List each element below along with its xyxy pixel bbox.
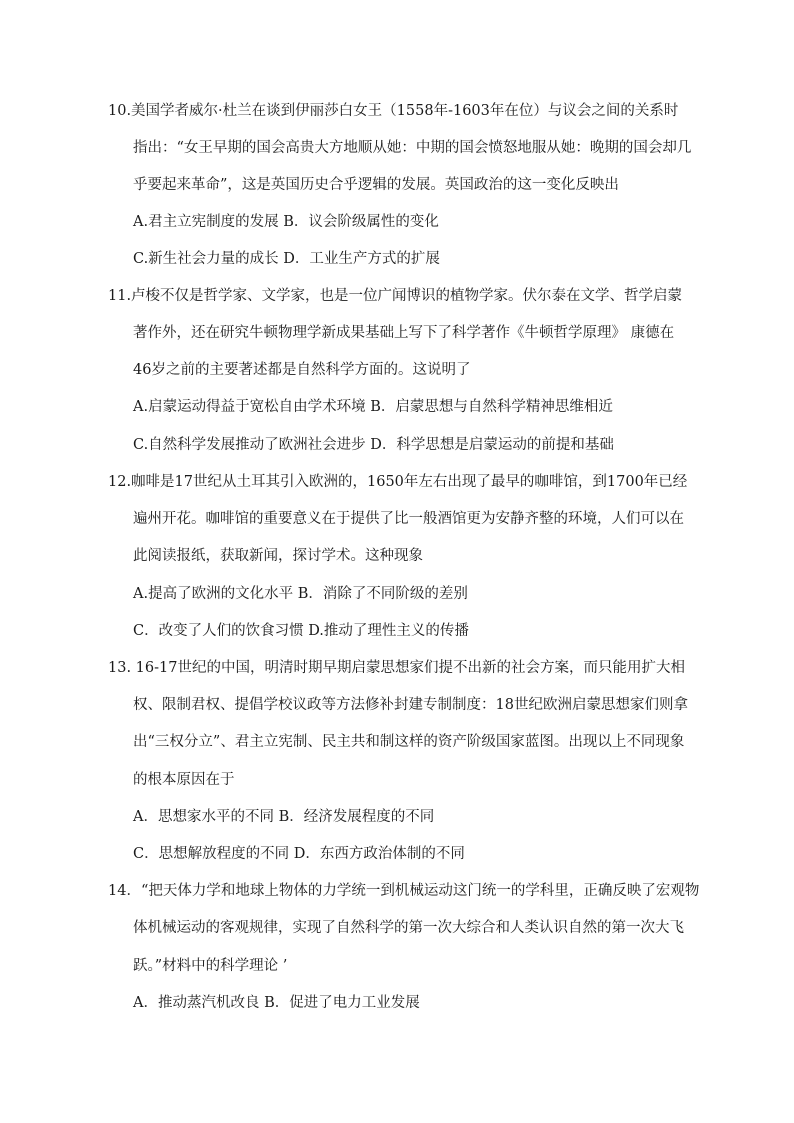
question-14-stem-line-3: 跃。”材料中的科学理论 ’ xyxy=(133,958,288,974)
question-11-options-cd: C.自然科学发展推动了欧洲社会进步 D．科学思想是启蒙运动的前提和基础 xyxy=(133,437,614,453)
question-10-options-cd: C.新生社会力量的成长 D．工业生产方式的扩展 xyxy=(133,251,440,267)
question-13-options-ab: A．思想家水平的不同 B．经济发展程度的不同 xyxy=(133,809,435,825)
question-12-options-cd: C．改变了人们的饮食习惯 D.推动了理性主义的传播 xyxy=(133,623,469,639)
question-12-stem-line-1: 12.咖啡是17世纪从土耳其引入欧洲的，1650年左右出现了最早的咖啡馆，到1700年已经 xyxy=(108,474,688,490)
question-14-options-ab: A．推动蒸汽机改良 B．促进了电力工业发展 xyxy=(133,995,420,1011)
question-11-stem-line-2: 著作外，还在研究牛顿物理学新成果基础上写下了科学著作《牛顿哲学原理》 康德在 xyxy=(133,325,675,341)
question-11-options-ab: A.启蒙运动得益于宽松自由学术环境 B．启蒙思想与自然科学精神思维相近 xyxy=(133,399,613,415)
question-13-options-cd: C．思想解放程度的不同 D．东西方政治体制的不同 xyxy=(133,846,465,862)
question-12-stem-line-3: 此阅读报纸，获取新闻，探讨学术。这种现象 xyxy=(133,548,423,564)
question-14-stem-line-2: 体机械运动的客观规律，实现了自然科学的第一次大综合和人类认识自然的第一次大飞 xyxy=(133,920,684,936)
question-10-stem-line-2: 指出：“女王早期的国会高贵大方地顺从她：中期的国会愤怒地服从她：晚期的国会却几 xyxy=(133,140,692,156)
question-13-stem-line-2: 权、限制君权、提倡学校议政等方法修补封建专制制度：18世纪欧洲启蒙思想家们则拿 xyxy=(133,697,688,713)
question-10-stem-line-3: 乎要起来革命”，这是英国历史合乎逻辑的发展。英国政治的这一变化反映出 xyxy=(133,177,619,193)
question-10-options-ab: A.君主立宪制度的发展 B．议会阶级属性的变化 xyxy=(133,214,439,230)
question-12-stem-line-2: 遍州开花。咖啡馆的重要意义在于提供了比一般酒馆更为安静齐整的环境，人们可以在 xyxy=(133,511,684,527)
question-11-stem-line-3: 46岁之前的主要著述都是自然科学方面的。这说明了 xyxy=(133,362,471,378)
question-11-stem-line-1: 11.卢梭不仅是哲学家、文学家，也是一位广闻博识的植物学家。伏尔泰在文学、哲学启蒙 xyxy=(108,288,683,304)
question-10-stem-line-1: 10.美国学者威尔·杜兰在谈到伊丽莎白女王（1558年-1603年在位）与议会之间的关系时 xyxy=(108,103,679,119)
question-13-stem-line-1: 13. 16-17世纪的中国，明清时期早期启蒙思想家们提不出新的社会方案，而只能用扩大相 xyxy=(108,660,685,676)
question-12-options-ab: A.提高了欧洲的文化水平 B．消除了不同阶级的差别 xyxy=(133,586,468,602)
question-14-stem-line-1: 14．“把天体力学和地球上物体的力学统一到机械运动这门统一的学科里，正确反映了宏观物 xyxy=(108,883,700,899)
question-13-stem-line-3: 出“三权分立”、君主立宪制、民主共和制这样的资产阶级国家蓝图。出现以上不同现象 xyxy=(133,734,685,750)
question-13-stem-line-4: 的根本原因在于 xyxy=(133,772,235,788)
